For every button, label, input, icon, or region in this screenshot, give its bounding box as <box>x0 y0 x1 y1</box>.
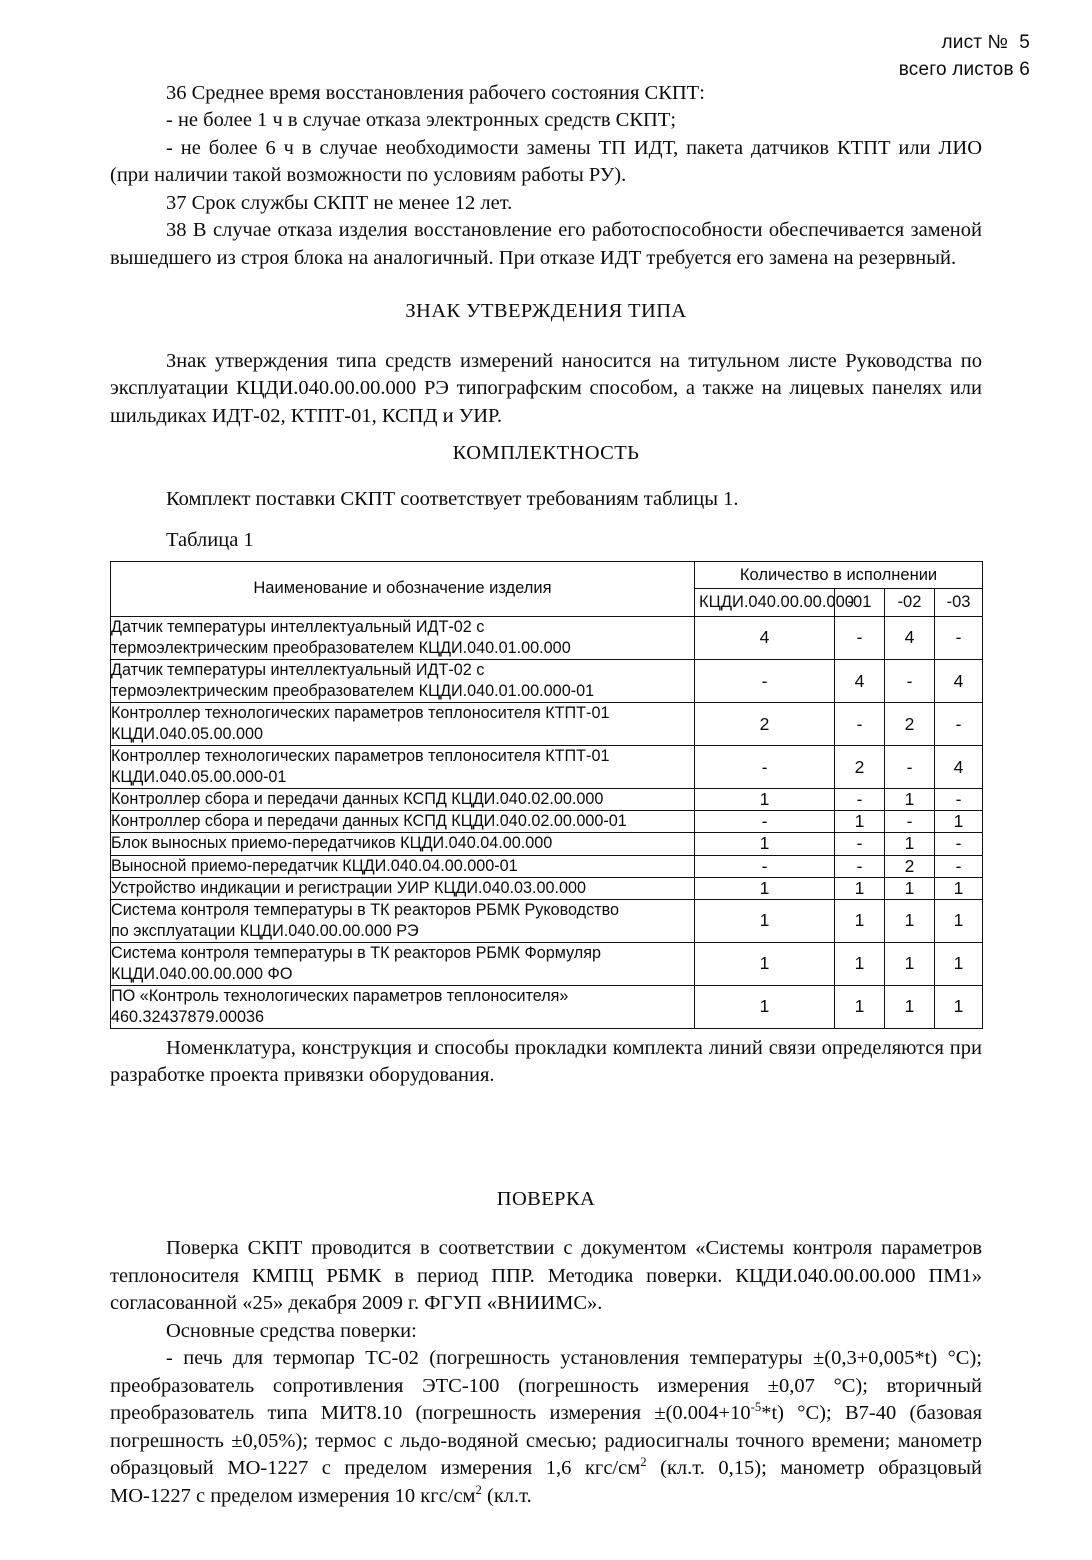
superscript-square-2: 2 <box>475 1482 482 1497</box>
paragraph-36a: - не более 1 ч в случае отказа электронных средств СКПТ; <box>166 109 677 132</box>
document-body <box>110 80 982 1510</box>
name-line: Контроллер технологических параметров теплоносителя КТПТ-01 <box>111 704 610 723</box>
table-row <box>111 703 983 746</box>
paragraph-komplekt: Комплект поставки СКПТ соответствует требованиям таблицы 1. <box>166 487 739 510</box>
table-cell-quantity: 2 <box>885 855 935 877</box>
th-variant-01: -01 <box>835 589 885 617</box>
table-cell-quantity: 1 <box>695 899 835 942</box>
spacer <box>110 513 982 527</box>
name-line: по эксплуатации КЦДИ.040.00.00.000 РЭ <box>111 921 419 940</box>
table-cell-quantity: 1 <box>885 877 935 899</box>
table-cell-quantity: 1 <box>885 833 935 855</box>
name-line: Контроллер технологических параметров теплоносителя КТПТ-01 <box>111 747 610 766</box>
table-cell-name <box>111 789 695 811</box>
page-header <box>899 30 1030 84</box>
table-cell-quantity: 1 <box>695 789 835 811</box>
name-line: Система контроля температуры в ТК реакторов РБМК Руководство <box>111 900 620 919</box>
spacer <box>110 1213 982 1235</box>
name-line: Выносной приемо-передатчик КЦДИ.040.04.00.000-01 <box>111 856 518 875</box>
table-cell-quantity: - <box>935 833 983 855</box>
table-cell-name <box>111 942 695 985</box>
table-cell-quantity: - <box>695 659 835 702</box>
table-row <box>111 789 983 811</box>
komplektnost-table <box>110 561 983 1029</box>
name-line: Контроллер сбора и передачи данных КСПД КЦДИ.040.02.00.000-01 <box>111 812 627 831</box>
table-cell-quantity: 2 <box>835 746 885 789</box>
th-variant-03: -03 <box>935 589 983 617</box>
table-cell-quantity: - <box>835 789 885 811</box>
table-row <box>111 877 983 899</box>
table-cell-name <box>111 833 695 855</box>
table-cell-quantity: 1 <box>695 942 835 985</box>
name-line: КЦДИ.040.00.00.000 ФО <box>111 964 293 983</box>
th-quantity-group: Количество в исполнении <box>695 561 983 589</box>
th-name: Наименование и обозначение изделия <box>111 561 695 616</box>
table-body <box>111 616 983 1028</box>
sheet-number: лист № 5 <box>941 32 1030 53</box>
paragraph-after-table: Номенклатура, конструкция и способы прокладки комплекта линий связи определяются при разработке проекта привязки оборудования. <box>110 1037 982 1087</box>
table-cell-quantity: - <box>695 855 835 877</box>
table-cell-quantity: 1 <box>695 877 835 899</box>
table-cell-quantity: - <box>885 746 935 789</box>
superscript-exponent-1: -5 <box>750 1400 762 1415</box>
table-cell-quantity: 1 <box>935 985 983 1028</box>
spacer <box>110 430 982 440</box>
name-line: Датчик температуры интеллектуальный ИДТ-02 с <box>111 617 485 636</box>
spacer <box>110 468 982 486</box>
table-cell-quantity: 1 <box>695 985 835 1028</box>
heading-znak-utverzhdeniya: ЗНАК УТВЕРЖДЕНИЯ ТИПА <box>405 300 687 323</box>
table-cell-quantity: 1 <box>885 899 935 942</box>
sredstva-text-3: (кл.т. 0,15); манометр образцовый МО-1227 с пределом измерения 10 кгс/см <box>110 1457 982 1507</box>
table-row <box>111 746 983 789</box>
table-cell-name <box>111 855 695 877</box>
table-cell-quantity: 1 <box>885 942 935 985</box>
paragraph-36b: - не более 6 ч в случае необходимости замены ТП ИДТ, пакета датчиков КТПТ или ЛИО (при наличии такой возможности по условиям работы РУ). <box>110 136 982 187</box>
table-row <box>111 616 983 659</box>
table-cell-quantity: - <box>935 789 983 811</box>
name-line: Датчик температуры интеллектуальный ИДТ-02 с <box>111 660 485 679</box>
table-cell-quantity: 1 <box>835 942 885 985</box>
superscript-square-1: 2 <box>640 1455 647 1470</box>
th-variant-base: КЦДИ.040.00.00.000 <box>695 589 835 617</box>
table-row <box>111 899 983 942</box>
table-cell-quantity: 1 <box>835 985 885 1028</box>
table-cell-quantity: - <box>695 811 835 833</box>
table-cell-quantity: 4 <box>885 616 935 659</box>
table-cell-quantity: 1 <box>935 899 983 942</box>
table-cell-quantity: 4 <box>935 746 983 789</box>
table-cell-name <box>111 746 695 789</box>
name-line: термоэлектрическим преобразователем КЦДИ.040.01.00.000 <box>111 638 571 657</box>
table-cell-quantity: 1 <box>885 985 935 1028</box>
name-line: Система контроля температуры в ТК реакторов РБМК Формуляр <box>111 943 602 962</box>
name-line: Блок выносных приемо-передатчиков КЦДИ.040.04.00.000 <box>111 834 553 853</box>
table-cell-quantity: 1 <box>835 899 885 942</box>
table-cell-quantity: 4 <box>835 659 885 702</box>
name-line: КЦДИ.040.05.00.000-01 <box>111 768 287 787</box>
table-header-row-1 <box>111 561 983 589</box>
th-variant-02: -02 <box>885 589 935 617</box>
table-cell-quantity: - <box>935 855 983 877</box>
paragraph-37: 37 Срок службы СКПТ не менее 12 лет. <box>166 191 513 214</box>
paragraph-poverka: Поверка СКПТ проводится в соответствии с документом «Системы контроля параметров теплоносителя КМПЦ РБМК в период ППР. Методика поверки. КЦДИ.040.00.00.000 ПМ1» согласованной «25» декабря 2009 г. ФГУП «ВНИИМС». <box>110 1237 982 1315</box>
heading-komplektnost: КОМПЛЕКТНОСТЬ <box>452 442 640 465</box>
table-cell-name <box>111 616 695 659</box>
sredstva-text-1: - печь для термопар ТС-02 (погрешность установления температуры ±(0,3+0,005*t) °С); преобразователь сопротивления ЭТС-100 (погрешность измерения ±0,07 °С); вторичный преобразователь типа МИТ8.10 (погрешность измерения ±(0.004+10 <box>110 1347 982 1425</box>
table-cell-quantity: - <box>835 833 885 855</box>
table-cell-quantity: 1 <box>935 811 983 833</box>
paragraph-38: 38 В случае отказа изделия восстановление его работоспособности обеспечивается заменой вышедшего из строя блока на аналогичный. При отказе ИДТ требуется его замена на резервный. <box>110 219 982 269</box>
paragraph-sredstva-poverki <box>110 1345 982 1510</box>
sredstva-text-4: (кл.т. <box>481 1484 532 1507</box>
name-line: 460.32437879.00036 <box>111 1007 265 1026</box>
table-cell-quantity: 4 <box>935 659 983 702</box>
table-row <box>111 811 983 833</box>
table-cell-quantity: - <box>935 703 983 746</box>
sredstva-text-2: *t) °С); В7-40 (базовая погрешность ±0,05%); термос с льдо-водяной смесью; радиосигналы точного времени; манометр образцовый МО-1227 с пределом измерения 1,6 кгс/см <box>110 1402 982 1480</box>
name-line: термоэлектрическим преобразователем КЦДИ.040.01.00.000-01 <box>111 682 595 700</box>
table-cell-quantity: - <box>695 746 835 789</box>
table-cell-quantity: 1 <box>935 942 983 985</box>
table-cell-quantity: 4 <box>695 616 835 659</box>
table-row <box>111 855 983 877</box>
table-cell-quantity: 1 <box>885 789 935 811</box>
name-line: ПО «Контроль технологических параметров теплоносителя» <box>111 986 569 1005</box>
table-row <box>111 659 983 702</box>
table-row <box>111 942 983 985</box>
table-cell-quantity: 2 <box>885 703 935 746</box>
paragraph-znak: Знак утверждения типа средств измерений наносится на титульном листе Руководства по эксплуатации КЦДИ.040.00.00.000 РЭ типографским способом, а также на лицевых панелях или шильдиках ИДТ-02, КТПТ-01, КСПД и УИР. <box>110 349 982 427</box>
paragraph-osnovnye-sredstva: Основные средства поверки: <box>166 1319 417 1342</box>
table-cell-quantity: 1 <box>935 877 983 899</box>
table-cell-quantity: - <box>885 811 935 833</box>
paragraph-36: 36 Среднее время восстановления рабочего состояния СКПТ: <box>166 82 705 104</box>
table-head <box>111 561 983 616</box>
table-cell-quantity: 2 <box>695 703 835 746</box>
table-cell-quantity: - <box>835 616 885 659</box>
table-cell-quantity: - <box>935 616 983 659</box>
table-cell-name <box>111 811 695 833</box>
name-line: Устройство индикации и регистрации УИР КЦДИ.040.03.00.000 <box>111 878 587 897</box>
spacer <box>110 272 982 298</box>
spacer <box>110 1090 982 1186</box>
table-cell-name <box>111 899 695 942</box>
table-cell-name <box>111 659 695 702</box>
total-sheets: всего листов 6 <box>898 58 1030 80</box>
table-row <box>111 985 983 1028</box>
table-cell-quantity: - <box>835 855 885 877</box>
table-cell-quantity: 1 <box>835 811 885 833</box>
name-line: КЦДИ.040.05.00.000 <box>111 725 264 744</box>
name-line: Контроллер сбора и передачи данных КСПД КЦДИ.040.02.00.000 <box>111 790 604 809</box>
table-row <box>111 833 983 855</box>
spacer <box>110 326 982 348</box>
table-cell-quantity: 1 <box>835 877 885 899</box>
table-cell-name <box>111 877 695 899</box>
table-cell-quantity: - <box>885 659 935 702</box>
table-caption: Таблица 1 <box>166 529 254 552</box>
table-cell-quantity: 1 <box>695 833 835 855</box>
table-cell-quantity: - <box>835 703 885 746</box>
table-cell-name <box>111 985 695 1028</box>
table-cell-name <box>111 703 695 746</box>
heading-poverka: ПОВЕРКА <box>496 1187 596 1210</box>
